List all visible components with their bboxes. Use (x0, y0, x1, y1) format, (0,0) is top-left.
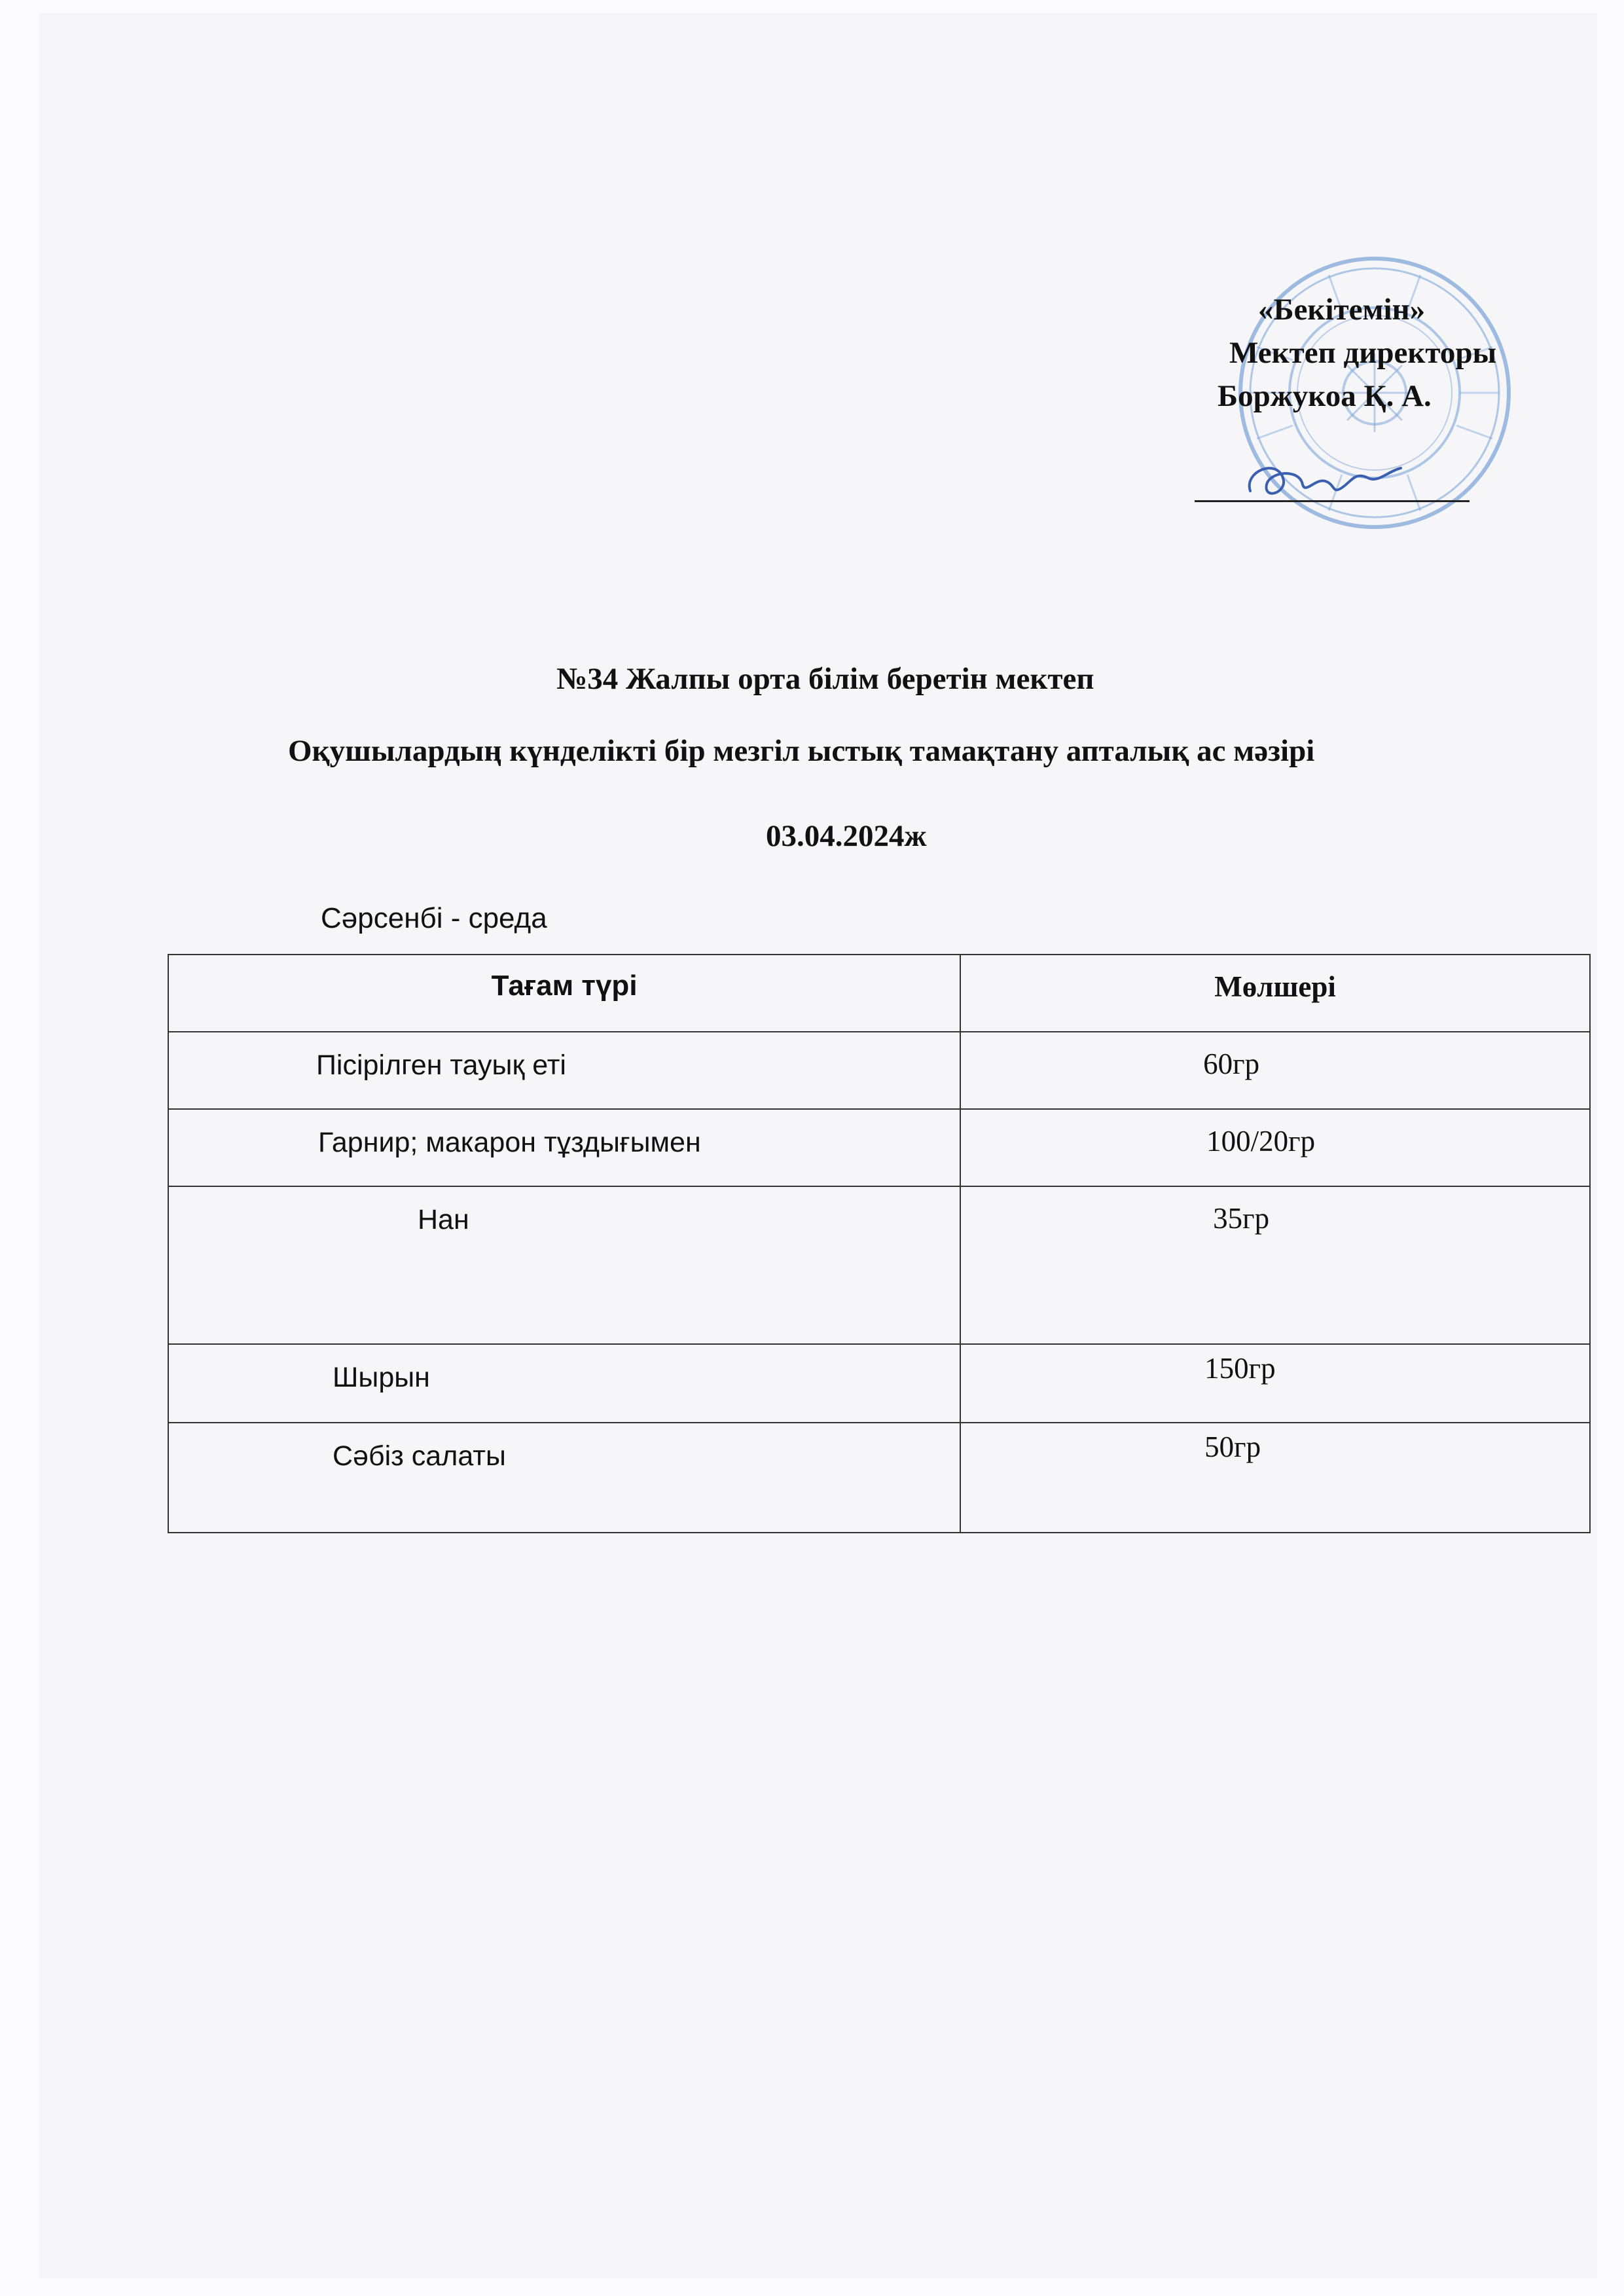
approval-title: «Бекітемін» (1258, 293, 1426, 327)
dish-qty-cell: 150гр (960, 1344, 1590, 1423)
dish-name-cell: Гарнир; макарон тұздығымен (168, 1109, 960, 1186)
menu-table (168, 954, 1591, 1533)
menu-day: Сәрсенбі - среда (321, 902, 547, 934)
signature-line (1195, 500, 1470, 502)
dish-name-cell: Нан (168, 1186, 960, 1343)
approval-position: Мектеп директоры (1229, 336, 1497, 370)
dish-qty-cell: 60гр (960, 1032, 1590, 1109)
approval-block (1218, 288, 1584, 418)
menu-date: 03.04.2024ж (766, 819, 927, 853)
table-row (168, 1423, 1590, 1533)
menu-title: Оқушылардың күнделікті бір мезгіл ыстық тамақтану апталық ас мәзірі (288, 734, 1315, 768)
approval-director-name: Боржукоа Қ. А. (1218, 379, 1432, 413)
school-name: №34 Жалпы орта білім беретін мектеп (556, 662, 1094, 696)
table-row (168, 1186, 1590, 1343)
dish-qty-cell: 50гр (960, 1423, 1590, 1533)
table-row (168, 1344, 1590, 1423)
dish-qty-cell: 100/20гр (960, 1109, 1590, 1186)
header-dish-type: Тағам түрі (168, 955, 960, 1032)
dish-name-cell: Пісірілген тауық еті (168, 1032, 960, 1109)
table-row (168, 1109, 1590, 1186)
dish-qty-cell: 35гр (960, 1186, 1590, 1343)
dish-name-cell: Шырын (168, 1344, 960, 1423)
table-row (168, 1032, 1590, 1109)
dish-name-cell: Сәбіз салаты (168, 1423, 960, 1533)
table-header-row (168, 955, 1590, 1032)
header-quantity: Мөлшері (960, 955, 1590, 1032)
